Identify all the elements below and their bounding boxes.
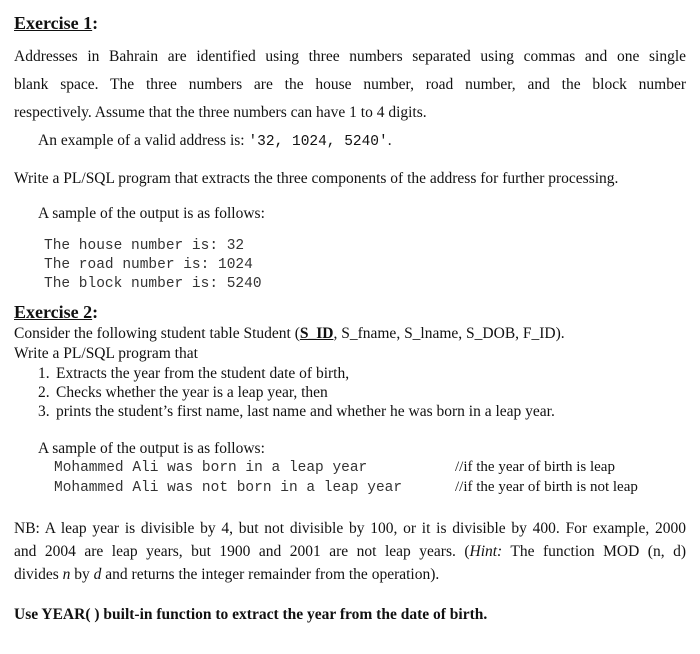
- exercise2-output-code: Mohammed Ali was born in a leap year: [54, 460, 368, 476]
- note-var-d: d: [93, 566, 102, 583]
- note-line1: NB: A leap year is divisible by 4, but not divisible by 100, or it is divisible by 400. For example, 2000: [14, 520, 686, 537]
- note-line2-post: The function MOD (n, d): [502, 543, 686, 560]
- exercise2-sample-intro: A sample of the output is as follows:: [38, 440, 265, 457]
- step-text: prints the student’s first name, last name and whether he was born in a leap year.: [56, 403, 555, 420]
- note-line2: [14, 543, 686, 561]
- exercise1-para-line3: respectively. Assume that the three numbers can have 1 to 4 digits.: [14, 104, 427, 121]
- exercise2-output-comment: //if the year of birth is not leap: [455, 479, 638, 495]
- step-number: 2.: [38, 384, 50, 401]
- note-hint-label: Hint:: [469, 543, 503, 560]
- exercise2-task: Write a PL/SQL program that: [14, 345, 198, 362]
- exercise1-title-colon: :: [92, 13, 99, 33]
- exercise1-task: Write a PL/SQL program that extracts the three components of the address for further processing.: [14, 170, 619, 187]
- step-text: Extracts the year from the student date of birth,: [56, 365, 350, 382]
- step-item: [38, 365, 349, 383]
- exercise1-output-line: The road number is: 1024: [44, 257, 253, 273]
- exercise1-output-line: The house number is: 32: [44, 238, 245, 254]
- example-prefix: An example of a valid address is:: [38, 132, 249, 149]
- exercise2-output-code: Mohammed Ali was not born in a leap year: [54, 480, 403, 496]
- exercise2-title: Exercise 2: [14, 302, 93, 322]
- exercise1-title: Exercise 1: [14, 13, 93, 33]
- exercise2-heading: [14, 302, 98, 323]
- note-line3-a: divides: [14, 566, 63, 583]
- step-item: [38, 403, 555, 421]
- step-item: [38, 384, 328, 402]
- example-suffix: .: [387, 132, 392, 149]
- exercise2-table-description: [14, 325, 565, 343]
- note-line3: [14, 566, 439, 584]
- table-primary-key: S_ID: [299, 325, 334, 342]
- exercise1-sample-intro: A sample of the output is as follows:: [38, 205, 265, 222]
- note-line3-b: by: [70, 566, 94, 583]
- example-address-code: '32, 1024, 5240': [248, 134, 388, 150]
- exercise2-title-colon: :: [92, 302, 99, 322]
- table-rest: , S_fname, S_lname, S_DOB, F_ID).: [333, 325, 565, 342]
- exercise1-para-line2: blank space. The three numbers are the house number, road number, and the block number: [14, 76, 686, 93]
- step-number: 3.: [38, 403, 50, 420]
- table-prefix: Consider the following student table Student (: [14, 325, 300, 342]
- step-number: 1.: [38, 365, 50, 382]
- exercise1-output-line: The block number is: 5240: [44, 276, 262, 292]
- note-line2-pre: and 2004 are leap years, but 1900 and 2001 are not leap years. (: [14, 543, 470, 560]
- note-line3-c: and returns the integer remainder from the operation).: [101, 566, 440, 583]
- exercise2-output-comment: //if the year of birth is leap: [455, 459, 615, 475]
- exercise1-example: [38, 132, 392, 150]
- note-var-n: n: [62, 566, 71, 583]
- bold-instruction: Use YEAR( ) built-in function to extract the year from the date of birth.: [14, 606, 488, 623]
- exercise1-heading: [14, 13, 98, 34]
- step-text: Checks whether the year is a leap year, then: [56, 384, 328, 401]
- exercise1-para-line1: Addresses in Bahrain are identified using three numbers separated using commas and one single: [14, 48, 686, 65]
